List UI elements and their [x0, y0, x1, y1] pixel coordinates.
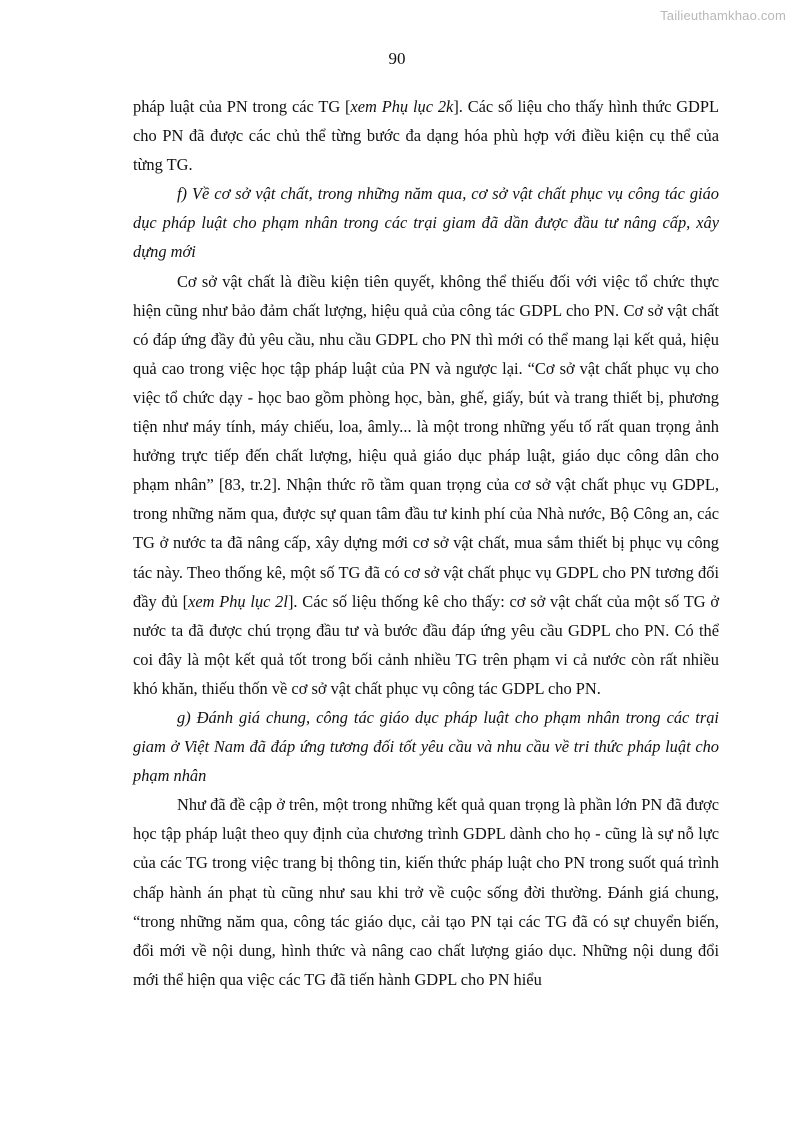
appendix-reference: xem Phụ lục 2l: [188, 591, 288, 611]
watermark: Tailieuthamkhao.com: [660, 8, 786, 23]
paragraph-text: ]. Các số liệu thống kê cho thấy: cơ sở vật chất của một số TG ở nước ta đã được chú trọng đầu tư và bước đầu đáp ứng yêu cầu GDPL cho PN. Có thể coi đây là một kết quả tốt trong bối cảnh nhiều TG trên phạm vi cả nước còn rất nhiều khó khăn, thiếu thốn về cơ sở vật chất phục vụ công tác GDPL cho PN.: [133, 591, 719, 698]
paragraph-continuation: [133, 92, 719, 179]
paragraph-facilities: [133, 267, 719, 703]
paragraph-text: ]. Các số liệu cho thấy hình thức GDPL cho PN đã được các chủ thể từng bước đa dạng hóa phù hợp với điều kiện cụ thể của từng TG.: [133, 97, 719, 175]
section-heading-f: f) Về cơ sở vật chất, trong những năm qua, cơ sở vật chất phục vụ công tác giáo dục pháp luật cho phạm nhân trong các trại giam đã dần được đầu tư nâng cấp, xây dựng mới: [133, 184, 719, 262]
section-heading-g: g) Đánh giá chung, công tác giáo dục pháp luật cho phạm nhân trong các trại giam ở Việt Nam đã đáp ứng tương đối tốt yêu cầu và nhu cầu về tri thức pháp luật cho phạm nhân: [133, 707, 719, 786]
paragraph-assessment: Như đã đề cập ở trên, một trong những kết quả quan trọng là phần lớn PN đã được học tập pháp luật theo quy định của chương trình GDPL dành cho họ - cũng là sự nỗ lực của các TG trong việc trang bị thông tin, kiến thức pháp luật cho PN trong suốt quá trình chấp hành án phạt tù cũng như sau khi trở về cuộc sống đời thường. Đánh giá chung, “trong những năm qua, công tác giáo dục, cải tạo PN tại các TG đã có sự chuyển biến, đổi mới về nội dung, hình thức và nâng cao chất lượng giáo dục. Những nội dung đổi mới thể hiện qua việc các TG đã tiến hành GDPL cho PN hiểu: [133, 795, 719, 989]
document-body: [133, 92, 719, 994]
paragraph-text: Cơ sở vật chất là điều kiện tiên quyết, không thể thiếu đối với việc tổ chức thực hiện cũng như bảo đảm chất lượng, hiệu quả của công tác GDPL cho PN. Cơ sở vật chất có đáp ứng đầy đủ yêu cầu, nhu cầu GDPL cho PN thì mới có thể mang lại kết quả, hiệu quả cao trong việc học tập pháp luật của PN và ngược lại. “Cơ sở vật chất phục vụ cho việc tổ chức dạy - học bao gồm phòng học, bàn, ghế, giấy, bút và trang thiết bị, phương tiện như máy tính, máy chiếu, loa, âmly... là một trong những yếu tố rất quan trọng ảnh hưởng trực tiếp đến chất lượng, hiệu quả giáo dục pháp luật, giáo dục công dân cho phạm nhân” [83, tr.2]. Nhận thức rõ tầm quan trọng của cơ sở vật chất phục vụ GDPL, trong những năm qua, được sự quan tâm đầu tư kinh phí của Nhà nước, Bộ Công an, các TG ở nước ta đã nâng cấp, xây dựng mới cơ sở vật chất, mua sắm thiết bị phục vụ công tác này. Theo thống kê, một số TG đã có cơ sở vật chất phục vụ GDPL cho PN tương đối đầy đủ [: [133, 271, 719, 611]
paragraph-text: pháp luật của PN trong các TG [: [133, 97, 351, 116]
appendix-reference: xem Phụ lục 2k: [350, 97, 454, 116]
page-number: 90: [388, 49, 406, 68]
